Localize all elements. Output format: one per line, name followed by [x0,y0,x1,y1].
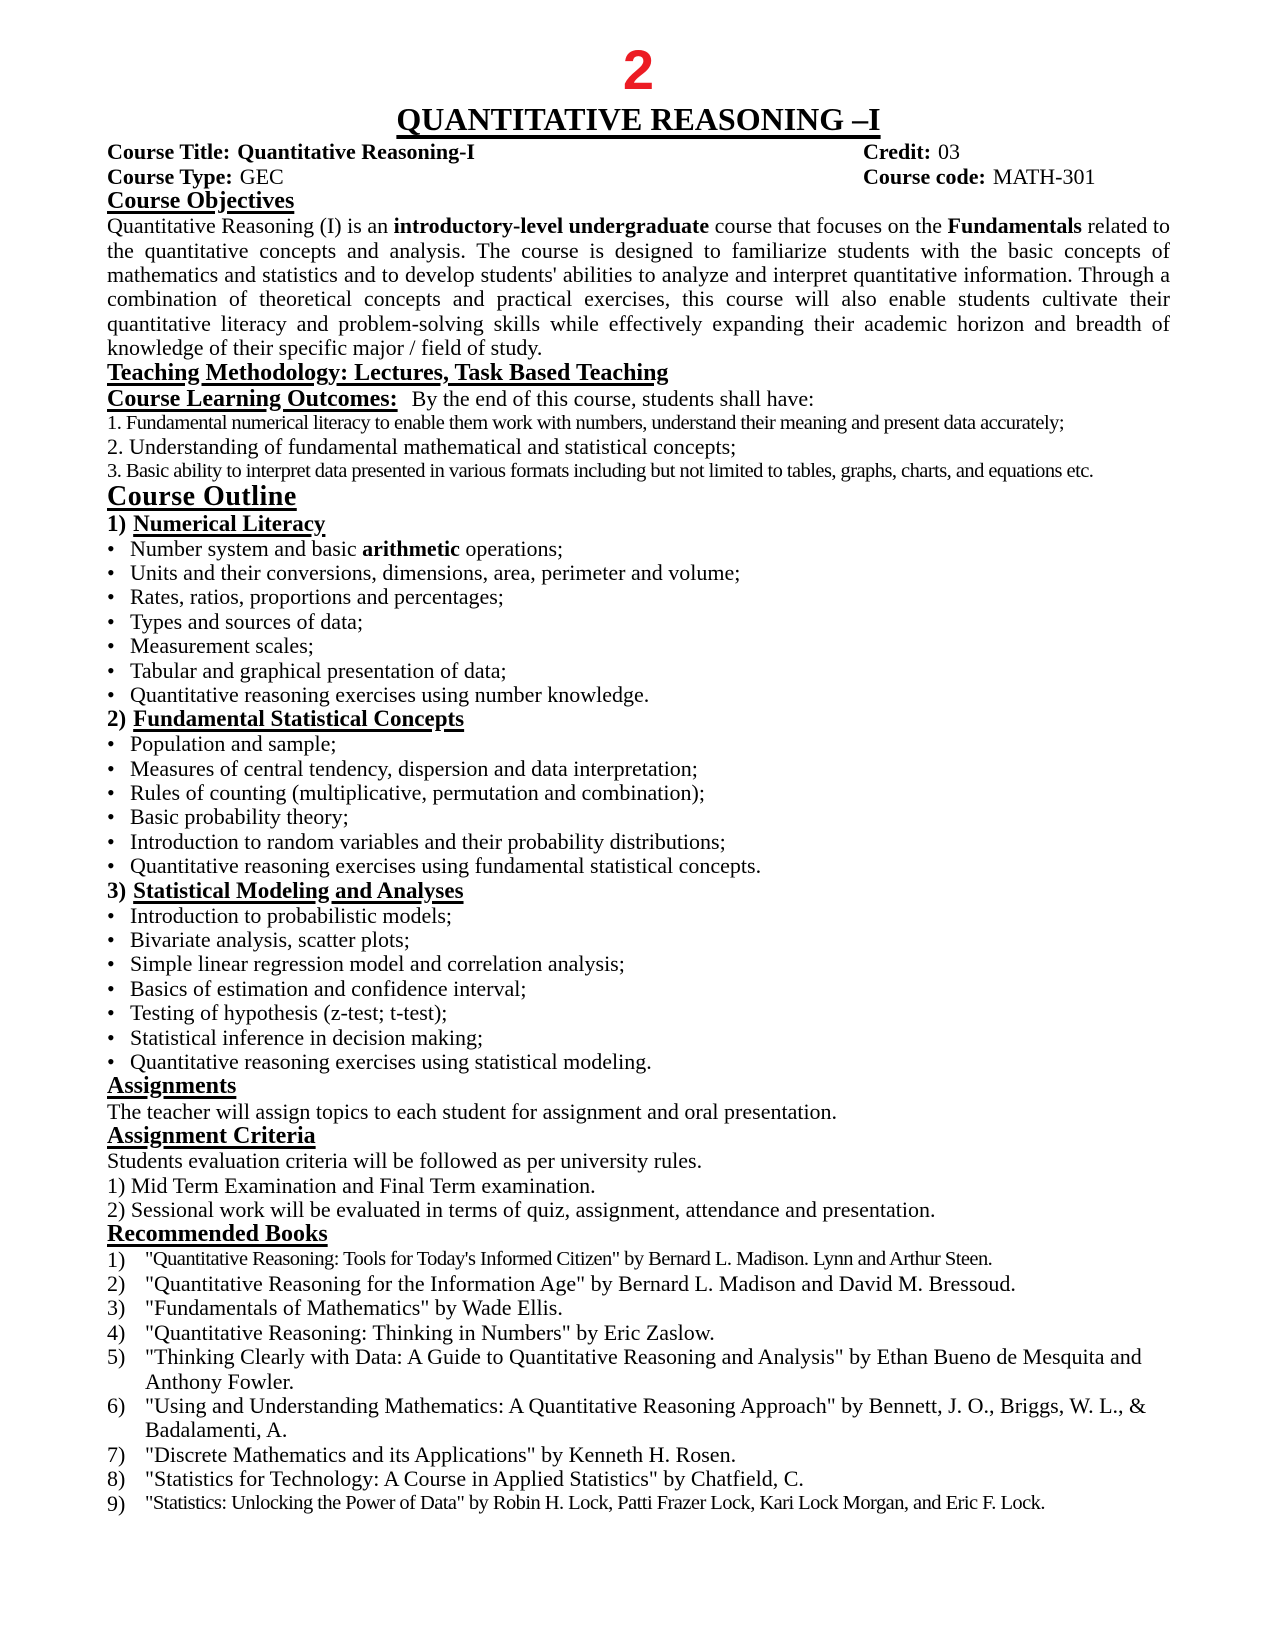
bullet-item [107,757,1170,781]
bullet-item [107,1026,1170,1050]
item-text: Rates, ratios, proportions and percentages; [130,584,504,610]
credit-line [863,140,1170,164]
assignment-criteria-list [107,1149,1170,1222]
item-text: Types and sources of data; [130,608,364,634]
section-heading-course-outline: Course Outline [107,481,297,513]
bullet-marker: • [107,584,115,610]
bullet-item [107,977,1170,1001]
section-heading-teaching-methodology: Teaching Methodology: Lectures, Task Based Teaching [107,359,669,386]
book-item [107,1345,1170,1394]
item-text: Tabular and graphical presentation of data; [130,657,507,683]
learning-outcome-item [107,412,1170,435]
bullet-item [107,732,1170,756]
outline-section-1-title: Numerical Literacy [133,510,326,536]
item-text: Introduction to random variables and their probability distributions; [130,828,726,854]
bullet-item [107,854,1170,878]
section-heading-course-objectives: Course Objectives [107,188,295,214]
document-title [107,102,1170,137]
item-text: Quantitative reasoning exercises using statistical modeling. [130,1048,652,1074]
item-text: Statistical inference in decision making; [130,1024,484,1050]
bullet-marker: • [107,731,115,757]
item-text: Basics of estimation and confidence interval; [130,975,527,1001]
course-code-value: MATH-301 [992,163,1096,189]
bullet-marker: • [107,657,115,683]
item-text: "Statistics: Unlocking the Power of Data" by Robin H. Lock, Patti Frazer Lock, Kari Lock Morgan, and Eric F. Lock. [145,1491,1045,1514]
item-number: 1) [107,1246,126,1272]
outline-section-2-title: Fundamental Statistical Concepts [133,706,465,732]
credit-label: Credit: [863,139,932,165]
course-type-value: GEC [239,163,284,189]
item-text: 3. Basic ability to interpret data presented in various formats including but not limited to tables, graphs, charts, and equations etc. [107,459,1094,482]
bullet-marker: • [107,559,115,585]
item-number: 8) [107,1466,126,1492]
item-text: 2) Sessional work will be evaluated in terms of quiz, assignment, attendance and presentation. [107,1196,936,1222]
item-text: "Quantitative Reasoning: Thinking in Numbers" by Eric Zaslow. [145,1319,715,1345]
learning-outcome-item [107,460,1170,483]
bullet-marker: • [107,780,115,806]
course-code-label: Course code: [863,163,986,189]
item-number: 3) [107,1295,126,1321]
outline-section-2-number: 2) [107,706,127,732]
course-learning-outcomes-intro: By the end of this course, students shall have: [411,385,815,411]
assignment-criteria-item [107,1174,1170,1198]
item-number: 2) [107,1270,126,1296]
course-info [107,140,1170,189]
item-number: 4) [107,1319,126,1345]
bullet-item [107,659,1170,683]
bullet-item [107,904,1170,928]
book-item [107,1492,1170,1516]
bullet-item [107,781,1170,805]
assignments-text: The teacher will assign topics to each student for assignment and oral presentation. [107,1098,838,1124]
bullet-marker: • [107,755,115,781]
item-text: Measurement scales; [130,633,314,659]
book-item [107,1467,1170,1491]
bullet-marker: • [107,828,115,854]
outline-section-3-heading [107,879,1170,904]
bullet-item [107,805,1170,829]
item-number: 6) [107,1392,126,1418]
item-text: Basic probability theory; [130,804,349,830]
assignment-criteria-item [107,1198,1170,1222]
assignment-criteria-item [107,1149,1170,1173]
item-text: Bivariate analysis, scatter plots; [130,926,410,952]
item-number: 7) [107,1441,126,1467]
item-text: 1) Mid Term Examination and Final Term examination. [107,1172,596,1198]
credit-value: 03 [938,139,961,165]
book-item [107,1272,1170,1296]
item-text: Testing of hypothesis (z-test; t-test); [130,1000,448,1026]
item-text: 1. Fundamental numerical literacy to enable them work with numbers, understand their meaning and present data accurately; [107,412,1064,435]
course-title-line [107,140,863,164]
bullet-item [107,830,1170,854]
item-text: "Quantitative Reasoning: Tools for Today's Informed Citizen" by Bernard L. Madison. Lynn and Arthur Steen. [145,1247,993,1270]
item-text: Measures of central tendency, dispersion and data interpretation; [130,755,698,781]
outline-section-1-number: 1) [107,510,127,536]
item-text: Simple linear regression model and correlation analysis; [130,951,625,977]
course-objectives-paragraph: Quantitative Reasoning (I) is an introductory-level undergraduate course that focuses on the Fundamentals related to the quantitative concepts and analysis. The course is designed to familiarize students with the basic concepts of mathematics and statistics and to develop students' abilities to analyze and interpret quantitative information. Through a combination of theoretical concepts and practical exercises, this course will also enable students cultivate their quantitative literacy and problem-solving skills while effectively expanding their academic horizon and breadth of knowledge of their specific major / field of study. [107,213,1170,361]
section-heading-recommended-books: Recommended Books [107,1221,328,1248]
book-item [107,1443,1170,1467]
book-item [107,1394,1170,1443]
item-text: "Fundamentals of Mathematics" by Wade Ellis. [145,1295,563,1321]
book-item [107,1248,1170,1272]
bullet-item [107,1001,1170,1025]
document-title-text: QUANTITATIVE REASONING –I [396,101,881,137]
bullet-item [107,610,1170,634]
bullet-marker: • [107,535,115,561]
item-text: Introduction to probabilistic models; [130,902,453,928]
item-text: "Quantitative Reasoning for the Information Age" by Bernard L. Madison and David M. Bressoud. [145,1270,1016,1296]
bullet-marker: • [107,951,115,977]
bullet-item [107,585,1170,609]
item-text: "Using and Understanding Mathematics: A Quantitative Reasoning Approach" by Bennett, J. O., Briggs, W. L., & Badalamenti, A. [145,1392,1147,1443]
outline-section-3-number: 3) [107,877,127,903]
learning-outcomes-list [107,412,1170,482]
bullet-marker: • [107,1048,115,1074]
item-number: 5) [107,1344,126,1370]
bullet-marker: • [107,1000,115,1026]
bullet-marker: • [107,633,115,659]
bullet-item [107,928,1170,952]
bullet-marker: • [107,1024,115,1050]
course-type-line [107,165,863,189]
bullet-marker: • [107,902,115,928]
item-text: Students evaluation criteria will be followed as per university rules. [107,1148,703,1174]
item-text: "Thinking Clearly with Data: A Guide to Quantitative Reasoning and Analysis" by Ethan Bueno de Mesquita and Anthony Fowler. [145,1344,1142,1394]
item-text: "Statistics for Technology: A Course in Applied Statistics" by Chatfield, C. [145,1466,804,1492]
item-text: Number system and basic arithmetic operations; [130,535,564,561]
book-item [107,1296,1170,1320]
outline-section-2-heading [107,707,1170,732]
learning-outcome-item [107,435,1170,459]
recommended-books-list [107,1248,1170,1516]
outline-section-1-bullets [107,537,1170,708]
bullet-item [107,537,1170,561]
item-text: 2. Understanding of fundamental mathematical and statistical concepts; [107,434,737,460]
outline-section-3-title: Statistical Modeling and Analyses [133,877,464,903]
course-title-label: Course Title: [107,139,231,165]
bullet-item [107,683,1170,707]
item-text: Units and their conversions, dimensions, area, perimeter and volume; [130,559,741,585]
bullet-item [107,1050,1170,1074]
bullet-marker: • [107,608,115,634]
course-learning-outcomes-line [107,386,1170,413]
item-text: "Discrete Mathematics and its Applications" by Kenneth H. Rosen. [145,1441,737,1467]
item-number: 9) [107,1490,126,1516]
item-text: Rules of counting (multiplicative, permutation and combination); [130,780,705,806]
item-text: Quantitative reasoning exercises using fundamental statistical concepts. [130,853,762,879]
outline-section-1-heading [107,512,1170,537]
outline-section-2-bullets [107,732,1170,878]
course-code-line [863,165,1170,189]
course-learning-outcomes-heading: Course Learning Outcomes: [107,385,398,412]
section-heading-assignment-criteria: Assignment Criteria [107,1122,316,1149]
bullet-marker: • [107,926,115,952]
bullet-marker: • [107,975,115,1001]
course-type-label: Course Type: [107,163,233,189]
bullet-item [107,634,1170,658]
course-info-left [107,140,863,189]
course-title-value: Quantitative Reasoning-I [237,139,475,165]
bullet-marker: • [107,853,115,879]
item-text: Quantitative reasoning exercises using number knowledge. [130,682,650,707]
item-text: Population and sample; [130,731,337,757]
book-item [107,1321,1170,1345]
course-info-right [863,140,1170,189]
bullet-item [107,561,1170,585]
section-heading-assignments: Assignments [107,1073,237,1100]
bullet-marker: • [107,682,115,707]
outline-section-3-bullets [107,904,1170,1075]
page-number: 2 [622,38,655,101]
bullet-item [107,952,1170,976]
bullet-marker: • [107,804,115,830]
